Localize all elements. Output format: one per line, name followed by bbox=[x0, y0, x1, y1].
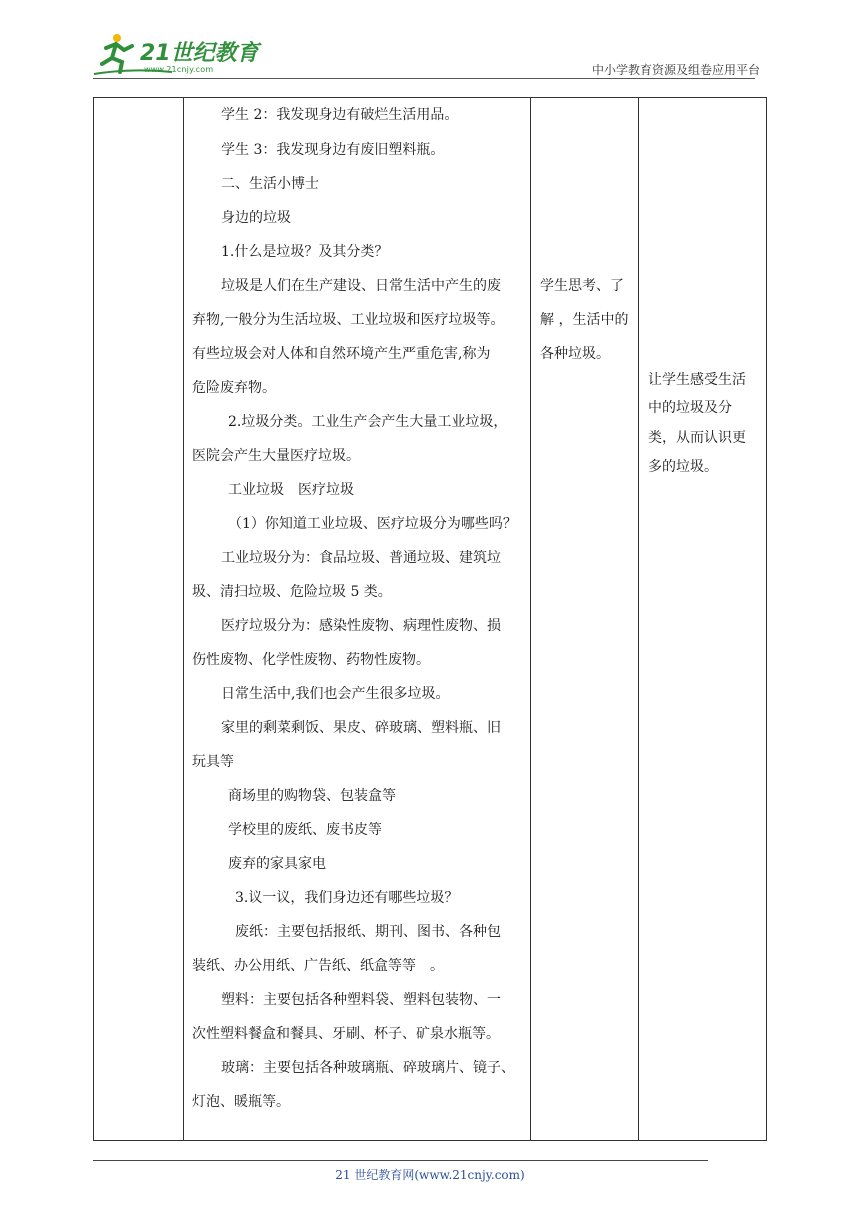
content-line: 次性塑料餐盒和餐具、牙刷、杯子、矿泉水瓶等。 bbox=[192, 1026, 500, 1042]
header-platform-title: 中小学教育资源及组卷应用平台 bbox=[591, 63, 760, 77]
lesson-table bbox=[93, 97, 767, 1141]
content-line: 危险废弃物。 bbox=[192, 380, 276, 396]
student-line: 解 ，生活中的 bbox=[540, 312, 629, 328]
content-line: 工业垃圾 医疗垃圾 bbox=[228, 482, 354, 498]
header-divider bbox=[93, 78, 755, 79]
content-line: 弃物,一般分为生活垃圾、工业垃圾和医疗垃圾等。 bbox=[192, 312, 505, 328]
column-divider bbox=[530, 98, 531, 1140]
column-divider bbox=[638, 98, 639, 1140]
purpose-line: 让学生感受生活 bbox=[648, 372, 746, 388]
logo-url: www.21cnjy.com bbox=[144, 65, 214, 74]
content-line: 日常生活中,我们也会产生很多垃圾。 bbox=[221, 686, 450, 702]
content-line: 废弃的家具家电 bbox=[228, 856, 326, 872]
content-line: 塑料：主要包括各种塑料袋、塑料包装物、一 bbox=[221, 992, 501, 1008]
content-line: 装纸、办公用纸、广告纸、纸盒等等 。 bbox=[192, 958, 444, 974]
purpose-line: 多的垃圾。 bbox=[648, 459, 718, 475]
content-line: 1.什么是垃圾？及其分类？ bbox=[221, 244, 389, 260]
content-line: 学生 2：我发现身边有破烂生活用品。 bbox=[221, 107, 459, 123]
content-line: 身边的垃圾 bbox=[221, 210, 291, 226]
footer-link[interactable]: 21 世纪教育网(www.21cnjy.com) bbox=[335, 1168, 525, 1182]
content-line: 学生 3：我发现身边有废旧塑料瓶。 bbox=[221, 142, 445, 158]
logo-text: 21世纪教育 bbox=[140, 41, 259, 66]
purpose-line: 中的垃圾及分 bbox=[648, 400, 732, 416]
content-line: 商场里的购物袋、包装盒等 bbox=[228, 788, 396, 804]
content-line: 医疗垃圾分为：感染性废物、病理性废物、损 bbox=[221, 618, 501, 634]
page-header bbox=[0, 0, 860, 80]
student-line: 学生思考、了 bbox=[540, 278, 624, 294]
content-line: 灯泡、暖瓶等。 bbox=[192, 1094, 290, 1110]
student-line: 各种垃圾。 bbox=[540, 346, 610, 362]
footer-divider bbox=[93, 1160, 708, 1161]
content-line: 医院会产生大量医疗垃圾。 bbox=[192, 448, 360, 464]
content-line: 工业垃圾分为：食品垃圾、普通垃圾、建筑垃 bbox=[221, 550, 501, 566]
content-line: 伤性废物、化学性废物、药物性废物。 bbox=[192, 652, 430, 668]
content-line: 玻璃：主要包括各种玻璃瓶、碎玻璃片、镜子、 bbox=[221, 1060, 515, 1076]
logo bbox=[92, 30, 262, 78]
column-divider bbox=[183, 98, 184, 1140]
content-line: 二、生活小博士 bbox=[221, 176, 319, 192]
content-line: 2.垃圾分类。工业生产会产生大量工业垃圾， bbox=[228, 414, 508, 430]
content-line: 家里的剩菜剩饭、果皮、碎玻璃、塑料瓶、旧 bbox=[221, 720, 501, 736]
content-line: 学校里的废纸、废书皮等 bbox=[228, 822, 382, 838]
content-line: 3.议一议，我们身边还有哪些垃圾？ bbox=[235, 890, 459, 906]
content-line: 玩具等 bbox=[192, 754, 234, 770]
content-line: 废纸：主要包括报纸、期刊、图书、各种包 bbox=[235, 924, 501, 940]
content-line: （1）你知道工业垃圾、医疗垃圾分为哪些吗？ bbox=[228, 516, 517, 532]
content-line: 圾、清扫垃圾、危险垃圾 5 类。 bbox=[192, 584, 392, 600]
content-line: 有些垃圾会对人体和自然环境产生严重危害,称为 bbox=[192, 346, 491, 362]
content-line: 垃圾是人们在生产建设、日常生活中产生的废 bbox=[221, 278, 501, 294]
purpose-line: 类，从而认识更 bbox=[648, 430, 746, 446]
